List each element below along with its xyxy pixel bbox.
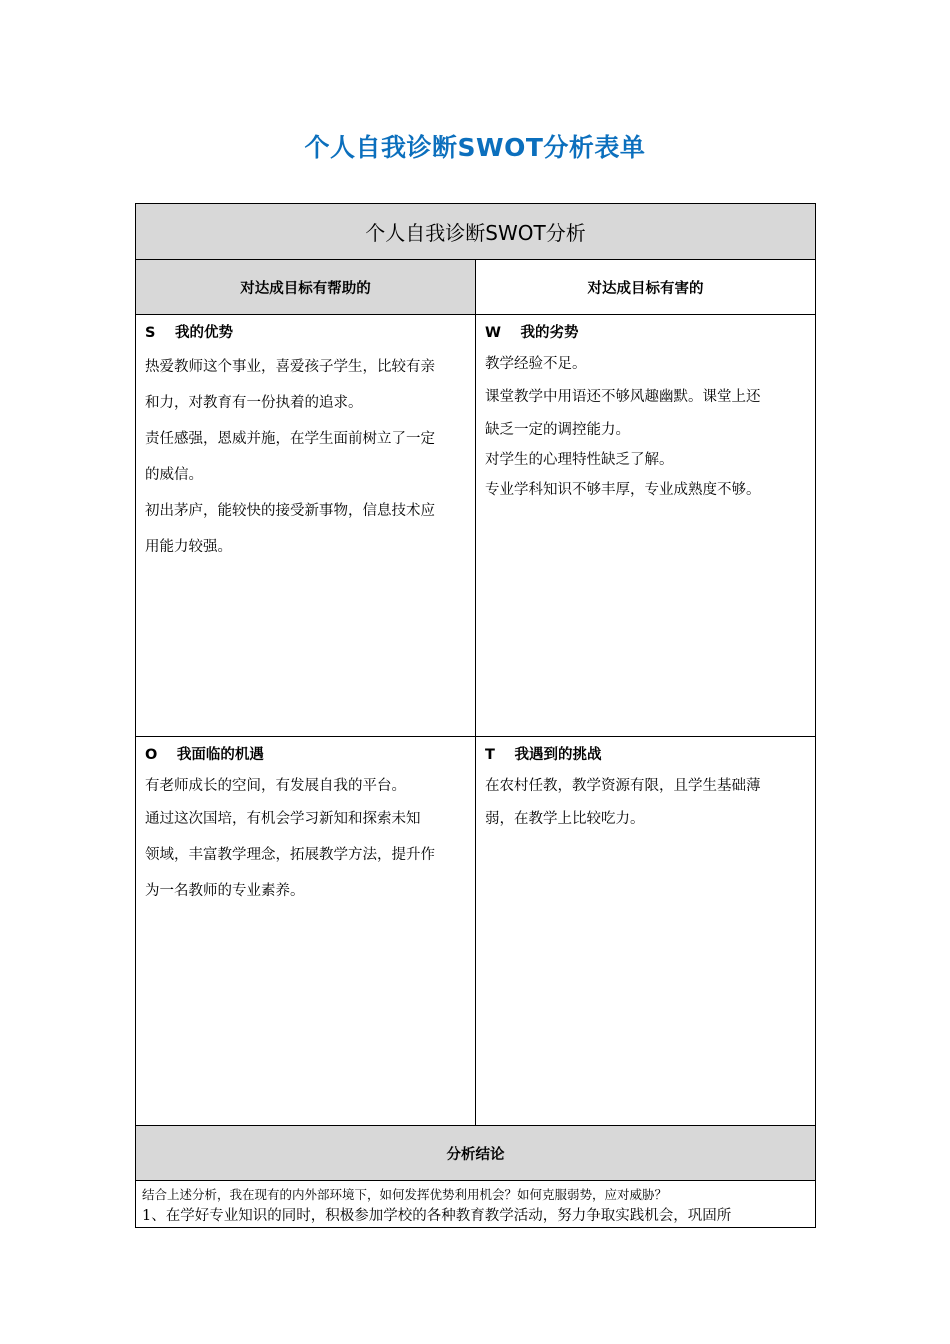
strengths-line: 用能力较强。 [145, 539, 232, 555]
weaknesses-heading: W 我的劣势 [485, 325, 579, 341]
harmful-header: 对达成目标有害的 [476, 260, 816, 315]
strengths-heading: S 我的优势 [145, 325, 233, 341]
threats-cell [476, 737, 816, 1126]
threats-heading: T 我遇到的挑战 [485, 747, 602, 763]
strengths-line: 和力，对教育有一份执着的追求。 [145, 395, 363, 411]
weaknesses-line: 课堂教学中用语还不够风趣幽默。课堂上还 [485, 389, 761, 405]
strengths-line: 热爱教师这个事业，喜爱孩子学生，比较有亲 [145, 359, 435, 375]
weaknesses-line: 专业学科知识不够丰厚，专业成熟度不够。 [485, 482, 761, 498]
opportunities-line: 为一名教师的专业素养。 [145, 883, 305, 899]
table-caption: 个人自我诊断SWOT分析 [136, 204, 816, 260]
helpful-header: 对达成目标有帮助的 [136, 260, 476, 315]
strengths-line: 责任感强，恩威并施，在学生面前树立了一定 [145, 431, 435, 447]
document-title: 个人自我诊断SWOT分析表单 [304, 133, 646, 162]
weaknesses-line: 教学经验不足。 [485, 356, 587, 372]
weaknesses-line: 缺乏一定的调控能力。 [485, 422, 630, 438]
strengths-line: 初出茅庐，能较快的接受新事物，信息技术应 [145, 503, 435, 519]
conclusion-body [136, 1181, 816, 1228]
opportunities-line: 通过这次国培，有机会学习新知和探索未知 [145, 811, 421, 827]
threats-line: 在农村任教，教学资源有限，且学生基础薄 [485, 778, 761, 794]
weaknesses-line: 对学生的心理特性缺乏了解。 [485, 452, 674, 468]
opportunities-heading: O 我面临的机遇 [145, 747, 264, 763]
weaknesses-cell [476, 315, 816, 737]
conclusion-question: 结合上述分析，我在现有的内外部环境下，如何发挥优势利用机会？如何克服弱势，应对威胁？ [142, 1187, 668, 1202]
threats-line: 弱，在教学上比较吃力。 [485, 811, 645, 827]
conclusion-item: 1、在学好专业知识的同时，积极参加学校的各种教育教学活动，努力争取实践机会，巩固所 [142, 1208, 732, 1224]
opportunities-cell [136, 737, 476, 1126]
opportunities-line: 有老师成长的空间，有发展自我的平台。 [145, 778, 406, 794]
strengths-line: 的威信。 [145, 467, 203, 483]
conclusion-header: 分析结论 [136, 1126, 816, 1181]
opportunities-line: 领域，丰富教学理念，拓展教学方法，提升作 [145, 847, 435, 863]
swot-table [135, 203, 816, 1228]
strengths-cell [136, 315, 476, 737]
